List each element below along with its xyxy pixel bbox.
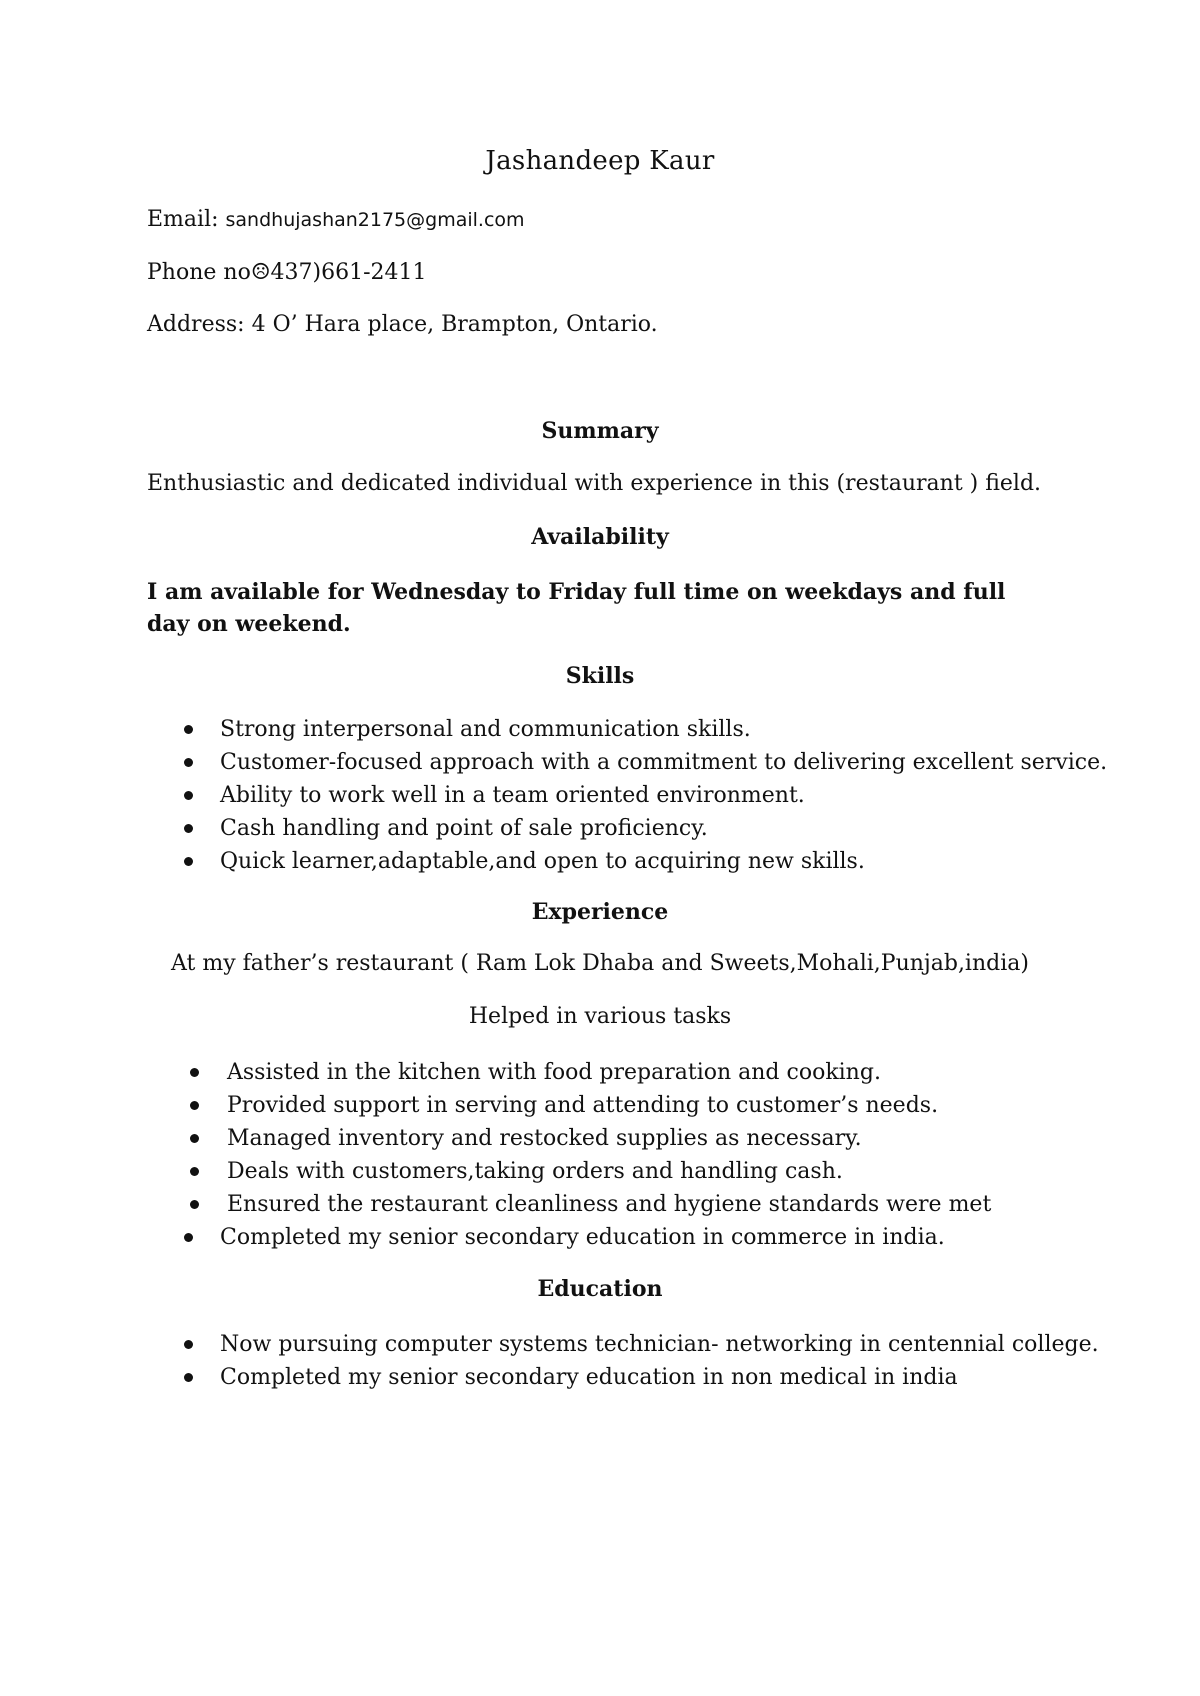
experience-text: Deals with customers,taking orders and handling cash. bbox=[227, 1159, 843, 1184]
skill-text: Ability to work well in a team oriented environment. bbox=[220, 783, 805, 808]
skill-text: Cash handling and point of sale proficiency. bbox=[220, 816, 708, 841]
education-list bbox=[147, 1328, 1099, 1394]
bullet-icon bbox=[184, 1373, 193, 1382]
bullet-icon bbox=[184, 758, 193, 767]
experience-list bbox=[147, 1056, 991, 1254]
summary-heading: Summary bbox=[541, 418, 659, 444]
list-item bbox=[147, 1089, 991, 1122]
bullet-icon bbox=[184, 857, 193, 866]
experience-heading: Experience bbox=[531, 899, 669, 925]
bullet-icon bbox=[184, 1340, 193, 1349]
education-heading: Education bbox=[537, 1276, 663, 1302]
list-item bbox=[147, 812, 1107, 845]
experience-place: At my father’s restaurant ( Ram Lok Dhaba and Sweets,Mohali,Punjab,india) bbox=[171, 951, 1029, 976]
availability-text: I am available for Wednesday to Friday full time on weekdays and full day on weekend. bbox=[147, 579, 1006, 637]
email-line bbox=[147, 207, 525, 233]
list-item bbox=[147, 1221, 991, 1254]
resume-name: Jashandeep Kaur bbox=[485, 146, 715, 176]
skills-heading: Skills bbox=[565, 663, 635, 689]
bullet-icon bbox=[184, 725, 193, 734]
list-item bbox=[147, 713, 1107, 746]
list-item bbox=[147, 845, 1107, 878]
list-item bbox=[147, 746, 1107, 779]
experience-text: Assisted in the kitchen with food preparation and cooking. bbox=[227, 1060, 881, 1085]
list-item bbox=[147, 1328, 1099, 1361]
skills-list bbox=[147, 713, 1107, 878]
email-value: sandhujashan2175@gmail.com bbox=[225, 209, 525, 231]
bullet-icon bbox=[190, 1134, 199, 1143]
education-text: Completed my senior secondary education in non medical in india bbox=[220, 1365, 958, 1390]
email-label: Email: bbox=[147, 207, 226, 232]
skill-text: Strong interpersonal and communication skills. bbox=[220, 717, 751, 742]
bullet-icon bbox=[190, 1200, 199, 1209]
education-text: Now pursuing computer systems technician- networking in centennial college. bbox=[220, 1332, 1099, 1357]
bullet-icon bbox=[184, 1233, 193, 1242]
skill-text: Quick learner,adaptable,and open to acquiring new skills. bbox=[220, 849, 865, 874]
bullet-icon bbox=[184, 824, 193, 833]
list-item bbox=[147, 1056, 991, 1089]
skill-text: Customer-focused approach with a commitment to delivering excellent service. bbox=[220, 750, 1108, 775]
list-item bbox=[147, 1361, 1099, 1394]
list-item bbox=[147, 1188, 991, 1221]
bullet-icon bbox=[190, 1068, 199, 1077]
list-item bbox=[147, 1122, 991, 1155]
bullet-icon bbox=[184, 791, 193, 800]
experience-text: Provided support in serving and attending to customer’s needs. bbox=[227, 1093, 939, 1118]
experience-helped: Helped in various tasks bbox=[468, 1004, 732, 1029]
experience-text: Ensured the restaurant cleanliness and hygiene standards were met bbox=[227, 1192, 992, 1217]
list-item bbox=[147, 779, 1107, 812]
address-line: Address: 4 O’ Hara place, Brampton, Ontario. bbox=[147, 312, 658, 337]
bullet-icon bbox=[190, 1167, 199, 1176]
summary-text: Enthusiastic and dedicated individual with experience in this (restaurant ) field. bbox=[147, 471, 1042, 496]
availability-heading: Availability bbox=[531, 524, 669, 550]
experience-text: Managed inventory and restocked supplies as necessary. bbox=[227, 1126, 862, 1151]
bullet-icon bbox=[190, 1101, 199, 1110]
phone-line: Phone no☹437)661-2411 bbox=[147, 260, 427, 285]
list-item bbox=[147, 1155, 991, 1188]
experience-text: Completed my senior secondary education in commerce in india. bbox=[220, 1225, 945, 1250]
